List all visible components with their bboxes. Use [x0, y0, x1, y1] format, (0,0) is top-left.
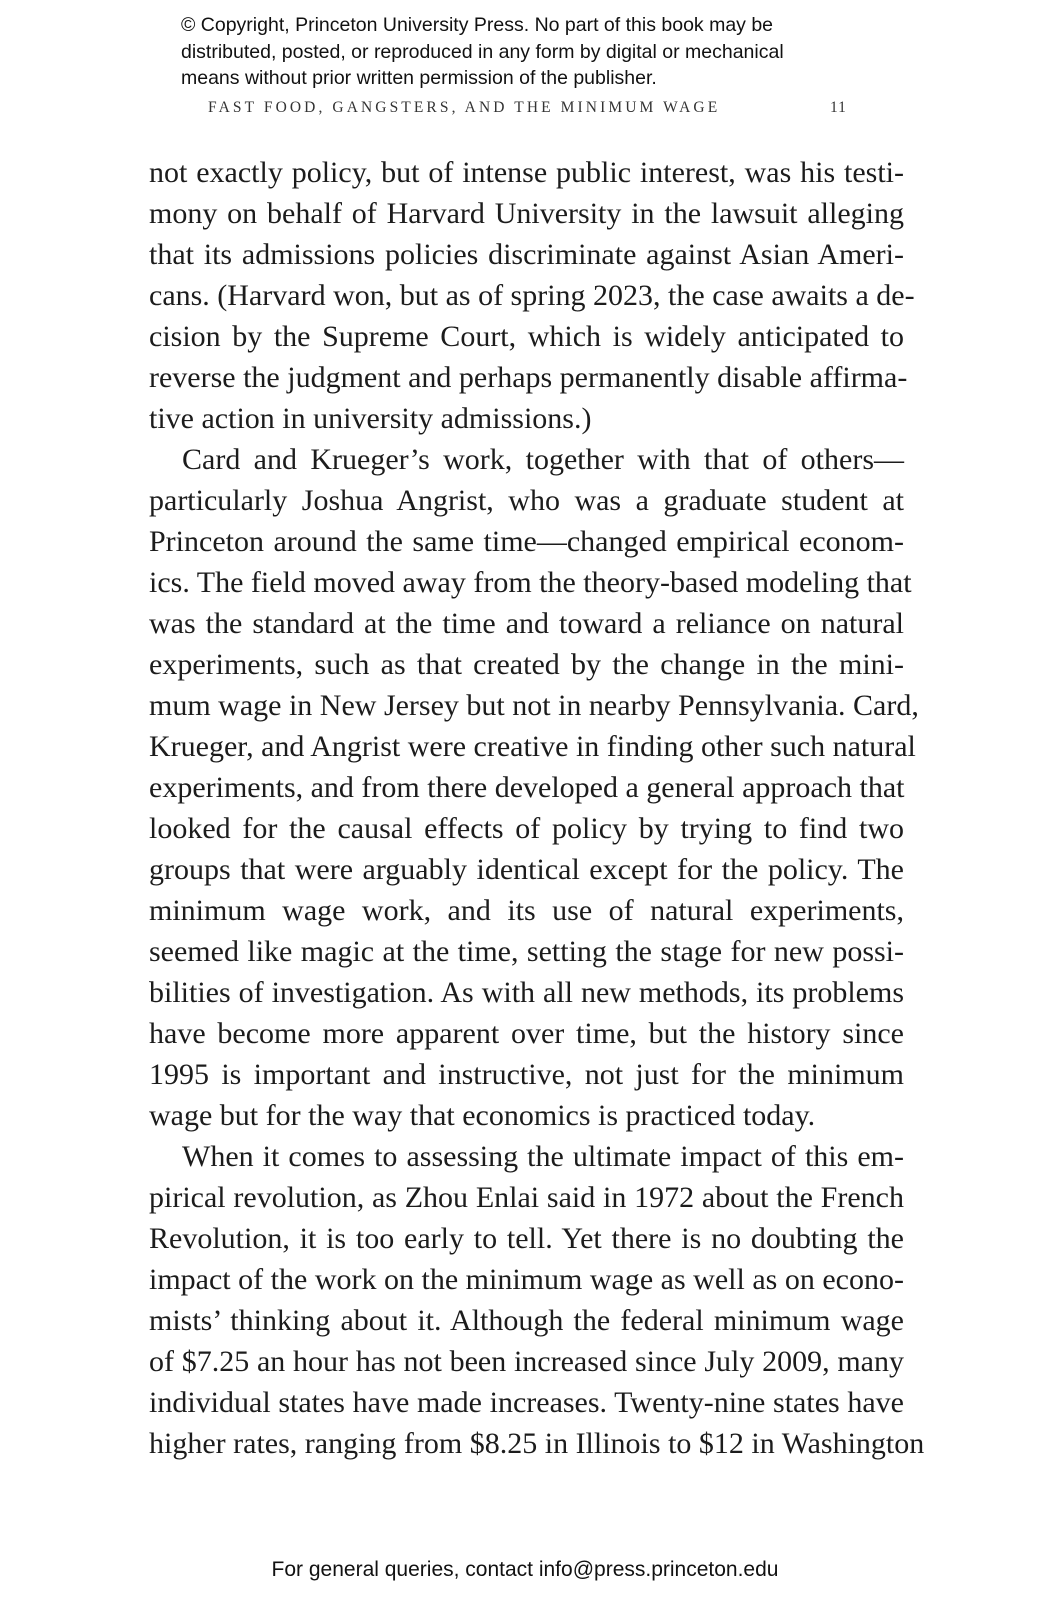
page-number: 11 [830, 99, 847, 116]
text-line: individual states have made increases. Twenty-nine states have [149, 1386, 904, 1419]
text-line: higher rates, ranging from $8.25 in Illinois to $12 in Washington [149, 1427, 925, 1460]
copyright-line: distributed, posted, or reproduced in any form by digital or mechanical [181, 40, 784, 63]
paragraph [149, 439, 919, 1136]
text-line: tive action in university admissions.) [149, 402, 592, 435]
text-line: cans. (Harvard won, but as of spring 2023, the case awaits a de- [149, 279, 915, 312]
running-head-title: FAST FOOD, GANGSTERS, AND THE MINIMUM WAGE [208, 99, 721, 116]
text-line: groups that were arguably identical except for the policy. The [149, 853, 904, 886]
text-line: bilities of investigation. As with all new methods, its problems [149, 976, 904, 1009]
text-line: cision by the Supreme Court, which is widely anticipated to [149, 320, 904, 353]
text-line: seemed like magic at the time, setting the stage for new possi- [149, 935, 904, 968]
text-line: particularly Joshua Angrist, who was a graduate student at [149, 484, 904, 517]
text-line: Princeton around the same time—changed empirical econom- [149, 525, 904, 558]
running-head [208, 99, 848, 117]
text-line: ics. The field moved away from the theory-based modeling that [149, 566, 912, 599]
text-line: reverse the judgment and perhaps permanently disable affirma- [149, 361, 908, 394]
text-line: was the standard at the time and toward a reliance on natural [149, 607, 904, 640]
text-line: experiments, such as that created by the change in the mini- [149, 648, 904, 681]
copyright-line: means without prior written permission of the publisher. [181, 67, 657, 89]
text-line: that its admissions policies discriminate against Asian Ameri- [149, 238, 904, 271]
text-line: wage but for the way that economics is practiced today. [149, 1099, 816, 1132]
text-line: not exactly policy, but of intense public interest, was his testi- [149, 156, 904, 189]
text-line: When it comes to assessing the ultimate impact of this em- [182, 1140, 904, 1173]
text-line: Revolution, it is too early to tell. Yet there is no doubting the [149, 1222, 904, 1255]
paragraph [149, 152, 915, 439]
text-line: have become more apparent over time, but the history since [149, 1017, 904, 1050]
text-line: pirical revolution, as Zhou Enlai said in 1972 about the French [149, 1181, 904, 1214]
footer-contact: For general queries, contact info@press.princeton.edu [271, 1558, 779, 1581]
body-text [149, 152, 925, 1464]
paragraph [149, 1136, 925, 1464]
text-line: of $7.25 an hour has not been increased since July 2009, many [149, 1345, 904, 1378]
text-line: Card and Krueger’s work, together with that of others— [182, 443, 904, 476]
text-line: mists’ thinking about it. Although the federal minimum wage [149, 1304, 904, 1337]
text-line: minimum wage work, and its use of natural experiments, [149, 894, 904, 927]
text-line: impact of the work on the minimum wage as well as on econo- [149, 1263, 904, 1296]
copyright-notice [181, 12, 901, 92]
copyright-line: © Copyright, Princeton University Press. No part of this book may be [181, 14, 774, 36]
text-line: mony on behalf of Harvard University in the lawsuit alleging [149, 197, 904, 230]
text-line: Krueger, and Angrist were creative in finding other such natural [149, 730, 916, 763]
text-line: 1995 is important and instructive, not just for the minimum [149, 1058, 904, 1091]
text-line: looked for the causal effects of policy by trying to find two [149, 812, 904, 845]
text-line: experiments, and from there developed a general approach that [149, 771, 905, 804]
text-line: mum wage in New Jersey but not in nearby Pennsylvania. Card, [149, 689, 919, 722]
